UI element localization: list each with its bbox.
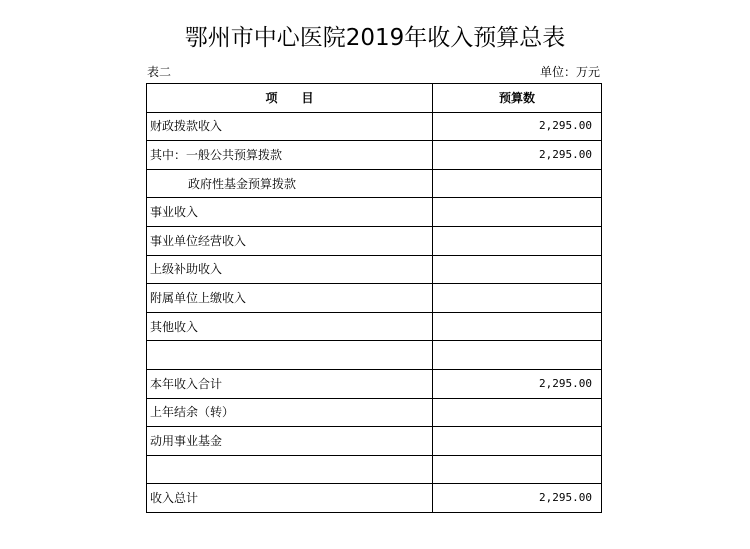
header-item: 项 目 <box>147 84 433 113</box>
row-item: 收入总计 <box>147 484 433 513</box>
header-amount: 预算数 <box>433 84 602 113</box>
row-amount <box>433 312 602 341</box>
table-row <box>147 427 602 456</box>
row-amount <box>433 455 602 484</box>
table-row <box>147 255 602 284</box>
row-item: 上年结余（转） <box>147 398 433 427</box>
row-amount <box>433 226 602 255</box>
table-row <box>147 284 602 313</box>
table-row-empty <box>147 455 602 484</box>
row-amount: 2,295.00 <box>433 369 602 398</box>
table-row <box>147 141 602 170</box>
table-row-total <box>147 484 602 513</box>
row-item: 事业收入 <box>147 198 433 227</box>
row-amount <box>433 398 602 427</box>
row-item <box>147 455 433 484</box>
row-item: 事业单位经营收入 <box>147 226 433 255</box>
budget-table <box>146 83 602 513</box>
row-amount <box>433 169 602 198</box>
page-title: 鄂州市中心医院2019年收入预算总表 <box>184 25 566 51</box>
row-item: 附属单位上缴收入 <box>147 284 433 313</box>
row-item: 其中：一般公共预算拨款 <box>147 141 433 170</box>
table-row-empty <box>147 341 602 370</box>
table-row <box>147 312 602 341</box>
row-item: 其他收入 <box>147 312 433 341</box>
row-amount: 2,295.00 <box>433 484 602 513</box>
row-amount <box>433 427 602 456</box>
table-row <box>147 226 602 255</box>
unit-label: 单位：万元 <box>539 65 600 79</box>
row-item: 动用事业基金 <box>147 427 433 456</box>
row-amount <box>433 255 602 284</box>
row-amount <box>433 341 602 370</box>
row-amount <box>433 284 602 313</box>
row-item: 财政拨款收入 <box>147 112 433 141</box>
row-amount: 2,295.00 <box>433 112 602 141</box>
table-row <box>147 198 602 227</box>
row-item <box>147 341 433 370</box>
table-row <box>147 398 602 427</box>
row-amount: 2,295.00 <box>433 141 602 170</box>
table-header-row <box>147 84 602 113</box>
row-item: 政府性基金预算拨款 <box>147 169 433 198</box>
table-row <box>147 169 602 198</box>
table-row <box>147 112 602 141</box>
row-item: 本年收入合计 <box>147 369 433 398</box>
table-number: 表二 <box>147 65 172 79</box>
row-amount <box>433 198 602 227</box>
table-row <box>147 369 602 398</box>
row-item: 上级补助收入 <box>147 255 433 284</box>
